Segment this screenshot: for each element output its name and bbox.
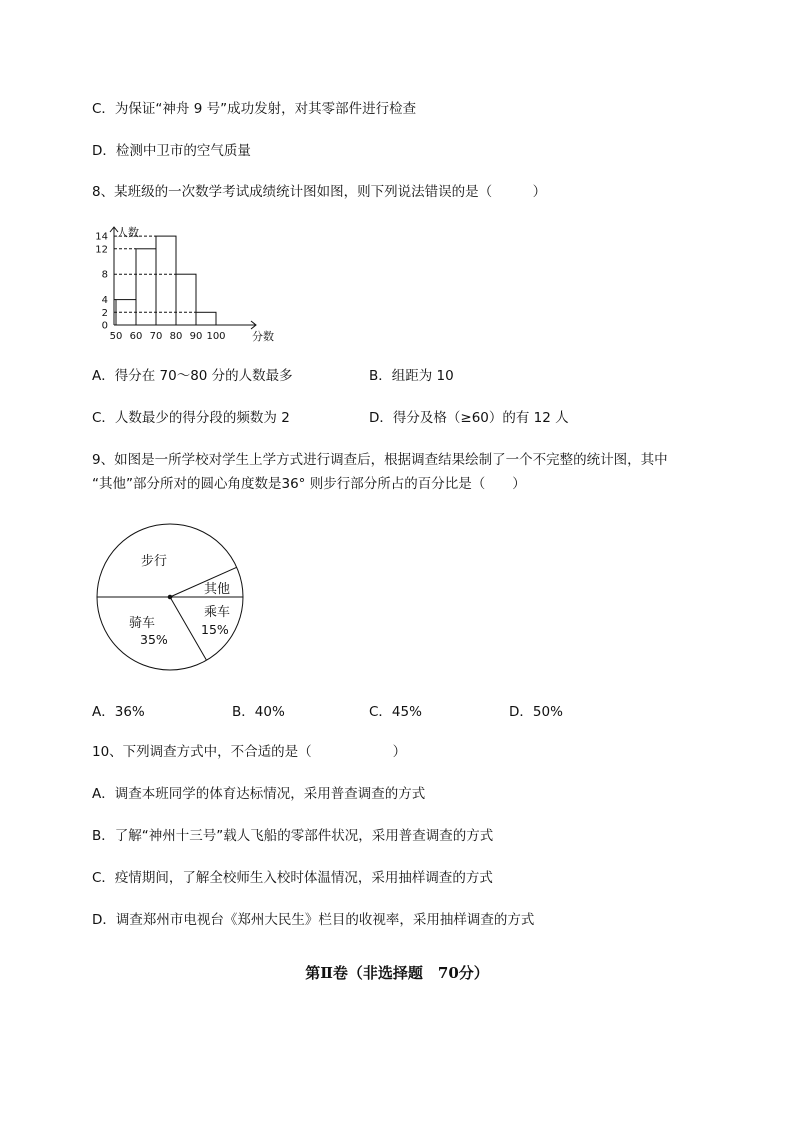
y-tick-label: 2 — [101, 307, 108, 319]
histogram-bar — [196, 312, 216, 325]
x-tick-label: 100 — [206, 331, 226, 342]
y-tick-label: 8 — [101, 269, 108, 281]
q8-option-a: A．得分在 70～80 分的人数最多 — [92, 368, 293, 384]
x-tick-label: 90 — [189, 331, 203, 342]
q10-option-d: D．调查郑州市电视台《郑州大民生》栏目的收视率，采用抽样调查的方式 — [92, 912, 535, 928]
q8-option-c: C．人数最少的得分段的频数为 2 — [92, 410, 290, 426]
q10-option-b: B．了解“神州十三号”载人飞船的零部件状况，采用普查调查的方式 — [92, 828, 494, 844]
q9-option-c: C．45% — [369, 704, 422, 720]
pie-chart — [94, 520, 254, 680]
pie-slice-label: 骑车 — [129, 616, 156, 631]
q9-option-b: B．40% — [232, 704, 285, 720]
histogram-bar — [136, 249, 156, 325]
x-tick-label: 70 — [149, 331, 163, 342]
q9-option-a: A．36% — [92, 704, 145, 720]
histogram-bar — [156, 236, 176, 325]
histogram-bar — [176, 274, 196, 325]
q9-stem-line1: 9、如图是一所学校对学生上学方式进行调查后，根据调查结果绘制了一个不完整的统计图，其中 — [92, 452, 668, 468]
y-tick-label: 0 — [101, 320, 108, 332]
q10-option-c: C．疫情期间，了解全校师生入校时体温情况，采用抽样调查的方式 — [92, 870, 493, 886]
q10-option-a: A．调查本班同学的体育达标情况，采用普查调查的方式 — [92, 786, 426, 802]
q7-option-d: D．检测中卫市的空气质量 — [92, 143, 251, 159]
q9-stem-line2: “其他”部分所对的圆心角度数是36° 则步行部分所占的百分比是（ ） — [92, 476, 526, 492]
q7-option-c: C．为保证“神舟 9 号”成功发射，对其零部件进行检查 — [92, 101, 417, 117]
pie-slice-value: 15% — [201, 622, 229, 637]
y-tick-label: 12 — [95, 244, 108, 256]
y-axis-label: 人数 — [117, 226, 139, 239]
pie-slice-label: 步行 — [141, 554, 168, 569]
y-tick-label: 4 — [101, 295, 108, 307]
pie-slice-label: 乘车 — [204, 605, 231, 620]
x-axis-label: 分数 — [252, 330, 274, 343]
histogram-chart — [86, 222, 286, 346]
y-tick-label: 14 — [95, 231, 108, 243]
q8-stem: 8、某班级的一次数学考试成绩统计图如图，则下列说法错误的是（ ） — [92, 184, 547, 200]
x-tick-label: 60 — [129, 331, 143, 342]
q10-stem: 10、下列调查方式中，不合适的是（ ） — [92, 744, 407, 760]
pie-slice-label: 其他 — [204, 582, 231, 597]
x-tick-label: 50 — [109, 331, 123, 342]
pie-slice-value: 35% — [140, 632, 168, 647]
x-tick-label: 80 — [169, 331, 183, 342]
q9-option-d: D．50% — [509, 704, 563, 720]
q8-option-d: D．得分及格（≥60）的有 12 人 — [369, 410, 569, 426]
section-title: 第Ⅱ卷（非选择题 70分） — [305, 964, 489, 982]
q8-option-b: B．组距为 10 — [369, 368, 454, 384]
